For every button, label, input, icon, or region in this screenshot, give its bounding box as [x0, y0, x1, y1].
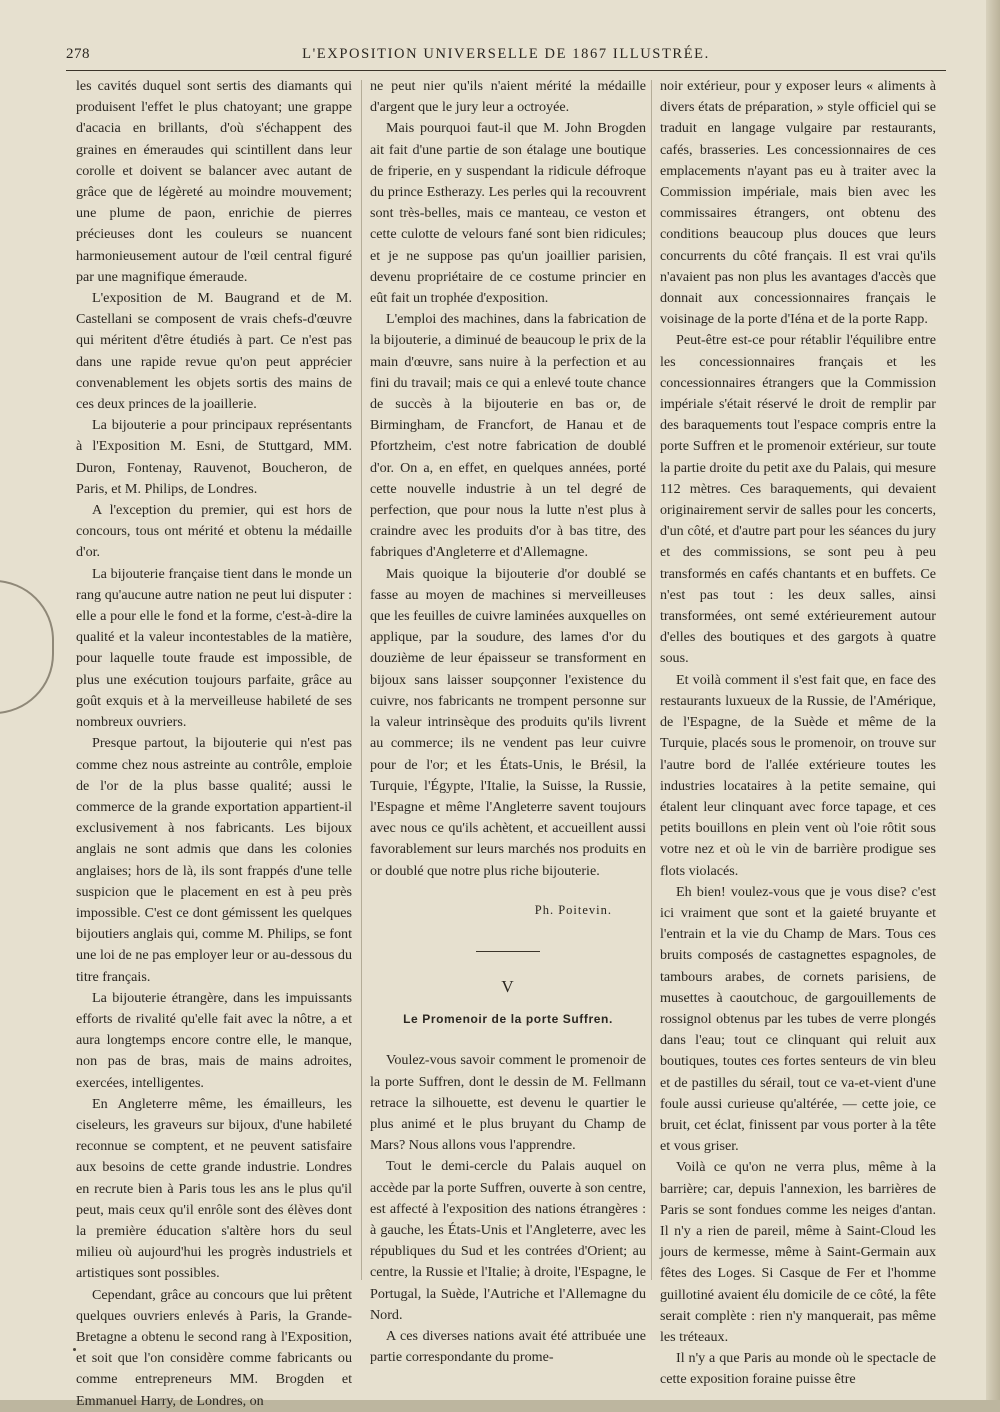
page-edge	[986, 0, 1000, 1400]
ink-speck	[73, 1348, 76, 1351]
section-number: V	[501, 976, 515, 996]
paper-clip-mark	[0, 580, 54, 714]
paragraph: La bijouterie française tient dans le monde un rang qu'aucune autre nation ne peut lui disputer : elle a pour elle le fond et la forme, c'est-à-dire la qualité et la valeur incontestables de la matière, pour laquelle toute fraude est impossible, de plus une exécution toujours parfaite, grâce au goût exquis et à la merveilleuse habileté de ses nombreux ouvriers.	[76, 565, 352, 731]
paragraph: Eh bien! voulez-vous que je vous dise? c'est ici vraiment que sont et la gaieté bruyante et l'entrain et la vie du Champ de Mars. Tous ces bruits composés de castagnettes espagnoles, de tambours arabes, de cornets parisiens, de musettes à caoutchouc, de gargouillements de rossignol obtenus par les tubes de verre plongés dans l'eau; tout ce clinquant qui reluit aux boutiques, toutes ces fortes senteurs de vin bleu et de pastilles du sérail, tout ce va-et-vient d'une foule aussi curieuse qu'altérée, — cette joie, ce bruit, cet éclat, finissent par vous porter à la tête et vous griser.	[660, 883, 936, 1155]
paragraph: Voulez-vous savoir comment le promenoir de la porte Suffren, dont le dessin de M. Fellmann retrace la silhouette, est devenu le quartier le plus animé et le plus bruyant du Champ de Mars? Nous allons vous l'apprendre.	[370, 1052, 646, 1154]
running-title: L'EXPOSITION UNIVERSELLE DE 1867 ILLUSTRÉE.	[302, 46, 710, 62]
paragraph: Mais pourquoi faut-il que M. John Brogden ait fait d'une partie de son étalage une boutique de friperie, en y suspendant la ridicule défroque du prince Estherazy. Les perles qui la recouvrent sont très-belles, mais ce manteau, ce veston et cette culotte de velours fané sont bien ridicules; et je ne suppose pas qu'un joaillier parisien, devenu propriétaire de ce costume princier en eût fait un trophée d'exposition.	[370, 120, 646, 307]
paragraph: Peut-être est-ce pour rétablir l'équilibre entre les concessionnaires français et les concessionnaires étrangers que la Commission impériale s'était réservé le droit de remplir par des baraquements tout l'espace compris entre la porte Suffren et le promenoir extérieur, sur toute la partie droite du petit axe du Palais, qui mesure 112 mètres. Ces baraquements, qui devaient originairement servir de salles pour les concerts, d'un côté, et d'autre part pour les séances du jury et des commissions, se sont peu à peu transformés en cafés chantants et en buffets. Ce n'est pas tout : les deux salles, ainsi transformées, ont semé extérieurement autour d'elles des boutiques et des gargots à quatre sous.	[660, 332, 936, 667]
paragraph: L'emploi des machines, dans la fabrication de la bijouterie, a diminué de beaucoup le prix de la main d'œuvre, sans nuire à la perfection et au fini du travail; mais ce qui a enlevé toute chance de succès à la bijouterie en bas or, de Birmingham, de Francfort, de Hanau et de Pfortzheim, c'est notre fabrication de doublé d'or. On a, en effet, en quelques années, porté cette nouvelle industrie à un tel degré de perfection, que pour nous la lutte n'est plus à craindre avec les produits d'or à bas titre, des fabriques d'Angleterre et d'Allemagne.	[370, 311, 646, 561]
paragraph: La bijouterie étrangère, dans les impuissants efforts de rivalité qu'elle fait avec la nôtre, a et aura longtemps encore contre elle, le manque, non pas de bras, mais de mains adroites, exercées, intelligentes.	[76, 989, 352, 1091]
page-number: 278	[66, 46, 90, 62]
section-title: Le Promenoir de la porte Suffren.	[403, 1012, 613, 1027]
author-signature: Ph. Poitevin.	[534, 902, 612, 917]
paragraph: L'exposition de M. Baugrand et de M. Castellani se composent de vrais chefs-d'œuvre qui méritent d'être étudiés à part. Ce n'est pas dans une rapide revue qu'on peut apprécier convenablement les objets sortis des mains de ces deux princes de la joaillerie.	[76, 290, 352, 413]
paragraph: Il n'y a que Paris au monde où le spectacle de cette exposition foraine puisse être	[660, 1350, 936, 1388]
page-header	[66, 36, 946, 71]
paragraph: En Angleterre même, les émailleurs, les ciseleurs, les graveurs sur bijoux, d'une habileté reconnue se comptent, et ne peuvent satisfaire aux besoins de cette grande industrie. Londres en recrute bien à Paris tous les ans le plus qu'il peut, mais ceux qu'il enrôle sont des élèves dont la première éducation s'altère hors du seul milieu où aujourd'hui les progrès industriels et artistiques sont possibles.	[76, 1095, 352, 1282]
paragraph: A ces diverses nations avait été attribuée une partie correspondante du prome-	[370, 1327, 646, 1366]
paragraph: noir extérieur, pour y exposer leurs « aliments à divers états de préparation, » style officiel qui se traduit en langage vulgaire par restaurants, cafés, brasseries. Les concessionnaires de ces emplacements n'ayant pas eu à traiter avec la Commission impériale, mais bien avec les commissaires étrangers, ont obtenu des conditions beaucoup plus douces que leurs concurrents du côté français. Il est vrai qu'ils n'avaient pas non plus les avantages d'accès que donnait aux concessionnaires français le voisinage de la porte d'Iéna et de la porte Rapp.	[660, 78, 936, 328]
paragraph: Presque partout, la bijouterie qui n'est pas comme chez nous astreinte au contrôle, emploie de l'or de la plus basse qualité; aussi le commerce de la grande exportation appartient-il exclusivement à nos fabricants. Les bijoux anglais ne sont admis que dans les colonies anglaises; hors de là, ils sont frappés d'une telle suspicion que le placement en est à peu près impossible. C'est ce dont gémissent les quelques bijoutiers anglais qui, comme M. Philips, se font une loi de ne pas employer leur or au-dessous du titre français.	[76, 735, 352, 985]
paragraph: les cavités duquel sont sertis des diamants qui produisent l'effet le plus chatoyant; une grappe d'acacia en brillants, d'où s'échappent des graines en émeraudes qui scintillent dans leur corolle et doivent se balancer avec autant de grâce que de légèreté au moindre mouvement; une plume de paon, enrichie de pierres précieuses dont les couleurs se nuancent harmonieusement autour de l'œil central figuré par une magnifique émeraude.	[76, 78, 352, 285]
paragraph: ne peut nier qu'ils n'aient mérité la médaille d'argent que le jury leur a octroyée.	[370, 78, 646, 116]
text-column-1	[76, 76, 352, 1412]
column-divider	[651, 80, 652, 1280]
paragraph: Cependant, grâce au concours que lui prêtent quelques ouvriers enlevés à Paris, la Grande-Bretagne a obtenu le second rang à l'Exposition, et soit que l'on considère comme fabricants ou comme entrepreneurs MM. Brogden et Emmanuel Harry, de Londres, on	[76, 1286, 352, 1409]
paragraph: La bijouterie a pour principaux représentants à l'Exposition M. Esni, de Stuttgard, MM. Duron, Fontenay, Rauvenot, Boucheron, de Paris, et M. Philips, de Londres.	[76, 417, 352, 497]
section-separator-rule	[476, 951, 540, 952]
paragraph: A l'exception du premier, qui est hors de concours, tous ont mérité et obtenu la médaille d'or.	[76, 502, 352, 561]
text-column-2	[370, 76, 646, 1368]
text-column-3	[660, 76, 936, 1391]
column-divider	[361, 80, 362, 1280]
paragraph: Mais quoique la bijouterie d'or doublé se fasse au moyen de machines si merveilleuses que les feuilles de cuivre laminées auxquelles on applique, par la soudure, des lames d'or du douzième de leur épaisseur se transforment en bijoux sans laisser soupçonner l'existence du cuivre, nos fabricants ne trompent personne sur la valeur intrinsèque des produits qu'ils livrent au commerce; ils ne vendent pas leur cuivre pour de l'or; et les États-Unis, le Brésil, la Turquie, l'Égypte, l'Italie, la Suisse, la Russie, l'Espagne et même l'Angleterre savent toujours avec nous ce qu'ils achètent, et accueillent aussi favorablement sur leurs marchés nos produits en or doublé que notre plus riche bijouterie.	[370, 565, 646, 879]
paragraph: Et voilà comment il s'est fait que, en face des restaurants luxueux de la Russie, de l'Amérique, de l'Espagne, de la Suède et même de la Turquie, placés sous le promenoir, on trouve sur l'autre bord de l'allée extérieure toutes les industries locataires à la petite semaine, qui étalent leur clinquant avec force tapage, et ces petits bouillons en plein vent où l'oie rôtit sous votre nez et où le vin de barrière prodigue ses flots violacés.	[660, 671, 936, 879]
paragraph: Voilà ce qu'on ne verra plus, même à la barrière; car, depuis l'annexion, les barrières de Paris se sont fondues comme les neiges d'antan. Il n'y a rien de pareil, même à Saint-Cloud les jours de kermesse, même à Saint-Germain aux fêtes des Loges. Si Casque de Fer et l'homme guillotiné avaient élu domicile de ce côté, la fête serait complète : rien n'y manquerait, pas même les tréteaux.	[660, 1159, 936, 1345]
paragraph: Tout le demi-cercle du Palais auquel on accède par la porte Suffren, ouverte à son centre, est affecté à l'exposition des nations étrangères : à gauche, les États-Unis et l'Angleterre, avec les républiques du Sud et les contrées d'Orient; au centre, la Russie et l'Italie; à droite, l'Espagne, le Portugal, la Suède, l'Autriche et l'Allemagne du Nord.	[370, 1158, 646, 1323]
